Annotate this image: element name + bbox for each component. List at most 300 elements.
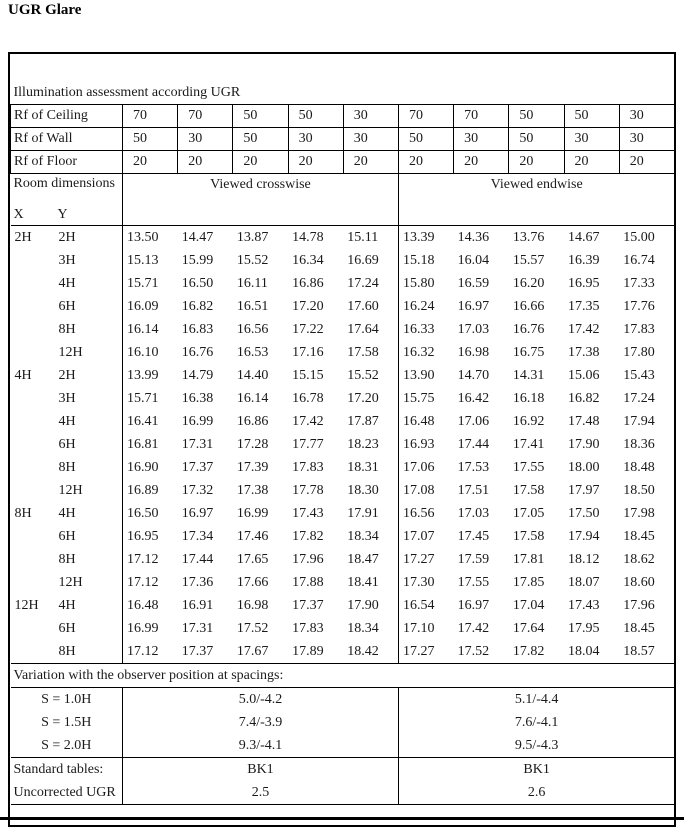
ugr-crosswise-cell: 16.99 [181, 413, 214, 429]
ugr-crosswise-cell: 18.42 [343, 640, 398, 664]
ugr-crosswise-cell: 16.41 [127, 413, 159, 429]
y-label: 8H [55, 318, 123, 341]
footer-crosswise-value: 2.5 [123, 781, 399, 805]
ugr-crosswise-cell: 16.89 [127, 482, 159, 498]
ugr-endwise-cell: 16.18 [512, 390, 545, 406]
ugr-endwise-cell: 16.04 [457, 252, 490, 268]
ugr-crosswise-cell: 16.91 [181, 597, 214, 613]
ugr-endwise-cell: 16.32 [402, 344, 435, 360]
variation-row [11, 711, 675, 734]
ugr-endwise-cell: 17.52 [457, 643, 490, 659]
ugr-crosswise-cell: 17.83 [292, 620, 324, 636]
rf-value-cell: 30 [178, 128, 233, 151]
ugr-endwise-cell: 15.06 [568, 367, 600, 383]
ugr-endwise-cell: 17.30 [402, 574, 435, 590]
variation-header-row [11, 664, 675, 688]
table-header: Illumination assessment according UGR [11, 54, 675, 105]
rf-value-cell: 50 [509, 128, 564, 151]
ugr-crosswise-cell: 17.28 [236, 436, 269, 452]
data-row [11, 502, 675, 525]
ugr-crosswise-cell: 17.31 [181, 620, 214, 636]
x-label [11, 456, 55, 479]
ugr-endwise-cell: 17.27 [402, 643, 435, 659]
ugr-crosswise-cell: 16.53 [236, 344, 269, 360]
ugr-crosswise-cell: 18.30 [343, 479, 398, 502]
rf-value-cell: 20 [343, 151, 398, 174]
ugr-endwise-cell: 17.03 [457, 505, 490, 521]
ugr-crosswise-cell: 17.24 [343, 272, 398, 295]
data-row [11, 387, 675, 410]
ugr-crosswise-cell: 17.67 [236, 643, 269, 659]
ugr-crosswise-cell: 17.89 [292, 643, 324, 659]
x-label [11, 479, 55, 502]
y-label: 2H [55, 226, 123, 250]
ugr-endwise-cell: 17.24 [623, 390, 655, 406]
footer-crosswise-value: BK1 [123, 758, 399, 782]
ugr-endwise-cell: 16.48 [402, 413, 435, 429]
ugr-endwise-cell: 17.08 [402, 482, 435, 498]
y-label: 8H [55, 456, 123, 479]
spacing-label: S = 2.0H [11, 734, 123, 758]
ugr-crosswise-cell: 13.87 [236, 229, 269, 245]
y-label: 2H [55, 364, 123, 387]
rf-value-cell: 50 [564, 105, 619, 128]
ugr-endwise-cell: 17.90 [568, 436, 600, 452]
ugr-crosswise-cell: 16.50 [181, 275, 214, 291]
x-label [11, 341, 55, 364]
ugr-endwise-cell: 17.95 [568, 620, 600, 636]
ugr-endwise-cell: 17.55 [512, 459, 545, 475]
data-row [11, 456, 675, 479]
ugr-crosswise-cell: 17.37 [181, 459, 214, 475]
spacing-label: S = 1.5H [11, 711, 123, 734]
x-label [11, 387, 55, 410]
dims-header-row [11, 174, 675, 226]
ugr-endwise-cell: 18.12 [568, 551, 600, 567]
ugr-endwise-cell: 17.48 [568, 413, 600, 429]
y-label: 6H [55, 617, 123, 640]
y-label: 12H [55, 571, 123, 594]
ugr-crosswise-cell: 16.50 [127, 505, 159, 521]
ugr-endwise-cell: 17.94 [568, 528, 600, 544]
ugr-endwise-cell: 17.85 [512, 574, 545, 590]
rf-value-cell: 50 [509, 105, 564, 128]
ugr-endwise-cell: 18.48 [623, 459, 655, 475]
rf-row [11, 105, 675, 128]
ugr-endwise-cell: 13.90 [402, 367, 435, 383]
footer-rows [11, 758, 675, 805]
ugr-endwise-cell: 16.39 [568, 252, 600, 268]
rf-value-cell: 20 [398, 151, 453, 174]
ugr-crosswise-cell: 17.37 [292, 597, 324, 613]
ugr-crosswise-cell: 17.52 [236, 620, 269, 636]
data-row [11, 364, 675, 387]
ugr-crosswise-cell: 17.39 [236, 459, 269, 475]
rf-value-cell: 20 [509, 151, 564, 174]
x-label [11, 617, 55, 640]
variation-header: Variation with the observer position at spacings: [11, 664, 675, 688]
y-label: 12H [55, 479, 123, 502]
x-label: 8H [14, 505, 32, 521]
rf-rows [11, 105, 675, 174]
ugr-crosswise-cell: 13.99 [127, 367, 159, 383]
ugr-endwise-cell: 17.05 [512, 505, 545, 521]
ugr-crosswise-cell: 16.48 [127, 597, 159, 613]
ugr-crosswise-cell: 17.78 [292, 482, 324, 498]
ugr-endwise-cell: 17.82 [512, 643, 545, 659]
ugr-crosswise-cell: 15.99 [181, 252, 214, 268]
ugr-endwise-cell: 15.00 [623, 229, 655, 245]
ugr-crosswise-cell: 17.88 [292, 574, 324, 590]
x-label: 4H [14, 367, 32, 383]
ugr-crosswise-cell: 17.37 [181, 643, 214, 659]
ugr-crosswise-cell: 17.90 [343, 594, 398, 617]
data-row [11, 295, 675, 318]
footer-label: Standard tables: [11, 758, 123, 782]
ugr-endwise-cell: 17.45 [457, 528, 490, 544]
rf-value-cell: 20 [123, 151, 178, 174]
data-row [11, 318, 675, 341]
ugr-crosswise-cell: 17.32 [181, 482, 214, 498]
ugr-crosswise-cell: 14.79 [181, 367, 214, 383]
ugr-endwise-cell: 17.07 [402, 528, 435, 544]
data-row [11, 272, 675, 295]
rf-label: Rf of Floor [11, 151, 123, 174]
y-label: 3H [55, 249, 123, 272]
ugr-endwise-cell: 18.60 [623, 574, 655, 590]
ugr-crosswise-cell: 18.34 [343, 617, 398, 640]
ugr-endwise-cell: 16.97 [457, 597, 490, 613]
ugr-endwise-cell: 16.98 [457, 344, 490, 360]
ugr-endwise-cell: 14.70 [457, 367, 490, 383]
ugr-crosswise-cell: 17.20 [343, 387, 398, 410]
ugr-endwise-cell: 17.06 [402, 459, 435, 475]
ugr-crosswise-cell: 17.60 [343, 295, 398, 318]
ugr-endwise-cell: 16.59 [457, 275, 490, 291]
ugr-crosswise-cell: 16.76 [181, 344, 214, 360]
ugr-crosswise-cell: 17.31 [181, 436, 214, 452]
ugr-crosswise-cell: 18.34 [343, 525, 398, 548]
rf-value-cell: 20 [288, 151, 343, 174]
ugr-crosswise-cell: 17.44 [181, 551, 214, 567]
ugr-crosswise-cell: 16.86 [236, 413, 269, 429]
rf-value-cell: 30 [564, 128, 619, 151]
rf-value-cell: 50 [123, 128, 178, 151]
ugr-endwise-cell: 16.42 [457, 390, 490, 406]
ugr-endwise-cell: 17.97 [568, 482, 600, 498]
ugr-crosswise-cell: 15.71 [127, 275, 159, 291]
ugr-crosswise-cell: 16.14 [236, 390, 269, 406]
ugr-endwise-cell: 17.03 [457, 321, 490, 337]
rf-value-cell: 50 [288, 105, 343, 128]
ugr-crosswise-cell: 17.43 [292, 505, 324, 521]
ugr-endwise-cell: 16.93 [402, 436, 435, 452]
ugr-endwise-cell: 16.82 [568, 390, 600, 406]
table-header-row [11, 54, 675, 105]
data-row [11, 525, 675, 548]
variation-crosswise-value: 5.0/-4.2 [123, 688, 399, 712]
x-label [11, 571, 55, 594]
ugr-endwise-cell: 17.58 [512, 528, 545, 544]
ugr-endwise-cell: 16.97 [457, 298, 490, 314]
footer-label: Uncorrected UGR [11, 781, 123, 805]
y-column-label: Y [57, 206, 68, 222]
ugr-crosswise-cell: 18.31 [343, 456, 398, 479]
ugr-endwise-cell: 16.20 [512, 275, 545, 291]
ugr-crosswise-cell: 18.47 [343, 548, 398, 571]
ugr-crosswise-cell: 17.91 [343, 502, 398, 525]
rf-value-cell: 50 [233, 105, 288, 128]
y-label: 4H [55, 594, 123, 617]
x-label [11, 295, 55, 318]
footer-row [11, 758, 675, 782]
ugr-crosswise-cell: 16.09 [127, 298, 159, 314]
ugr-endwise-cell: 17.98 [623, 505, 655, 521]
ugr-endwise-cell: 17.83 [623, 321, 655, 337]
ugr-endwise-cell: 18.00 [568, 459, 600, 475]
variation-endwise-value: 7.6/-4.1 [514, 714, 559, 730]
rf-label: Rf of Ceiling [11, 105, 123, 128]
ugr-table [10, 54, 675, 825]
data-row [11, 594, 675, 617]
ugr-crosswise-cell: 17.12 [127, 643, 159, 659]
rf-value-cell: 70 [454, 105, 509, 128]
ugr-endwise-cell: 17.58 [512, 482, 545, 498]
x-column-label: X [13, 206, 24, 222]
ugr-endwise-cell: 17.42 [568, 321, 600, 337]
page-divider-rule [0, 817, 684, 820]
ugr-endwise-cell: 17.35 [568, 298, 600, 314]
ugr-endwise-cell: 17.51 [457, 482, 490, 498]
ugr-endwise-cell: 17.50 [568, 505, 600, 521]
ugr-endwise-cell: 14.31 [512, 367, 545, 383]
rf-value-cell: 20 [454, 151, 509, 174]
y-label: 6H [55, 433, 123, 456]
ugr-crosswise-cell: 15.15 [292, 367, 324, 383]
rf-value-cell: 20 [233, 151, 288, 174]
ugr-endwise-cell: 18.45 [623, 620, 655, 636]
ugr-endwise-cell: 18.50 [623, 482, 655, 498]
rf-value-cell: 30 [454, 128, 509, 151]
rf-value-cell: 50 [233, 128, 288, 151]
variation-endwise-value: 5.1/-4.4 [514, 691, 559, 707]
rf-label: Rf of Wall [11, 128, 123, 151]
data-row [11, 433, 675, 456]
ugr-crosswise-cell: 14.78 [292, 229, 324, 245]
ugr-crosswise-cell: 16.14 [127, 321, 159, 337]
ugr-crosswise-cell: 16.82 [181, 298, 214, 314]
ugr-crosswise-cell: 13.50 [127, 229, 159, 245]
x-label [11, 318, 55, 341]
ugr-endwise-cell: 15.18 [402, 252, 435, 268]
ugr-crosswise-cell: 17.83 [292, 459, 324, 475]
spacing-label: S = 1.0H [11, 688, 123, 712]
ugr-endwise-cell: 17.55 [457, 574, 490, 590]
ugr-crosswise-cell: 17.96 [292, 551, 324, 567]
data-row [11, 341, 675, 364]
ugr-endwise-cell: 17.33 [623, 275, 655, 291]
ugr-endwise-cell: 16.33 [402, 321, 435, 337]
y-label: 4H [55, 502, 123, 525]
ugr-crosswise-cell: 17.36 [181, 574, 214, 590]
data-row [11, 640, 675, 664]
ugr-crosswise-cell: 17.34 [181, 528, 214, 544]
ugr-endwise-cell: 17.53 [457, 459, 490, 475]
ugr-endwise-cell: 17.94 [623, 413, 655, 429]
variation-row [11, 734, 675, 758]
ugr-endwise-cell: 17.76 [623, 298, 655, 314]
x-label [11, 640, 55, 664]
variation-crosswise-value: 9.3/-4.1 [123, 734, 399, 758]
ugr-endwise-cell: 17.81 [512, 551, 545, 567]
ugr-endwise-cell: 17.43 [568, 597, 600, 613]
ugr-crosswise-cell: 17.64 [343, 318, 398, 341]
data-row [11, 617, 675, 640]
crosswise-header: Viewed crosswise [123, 174, 399, 226]
ugr-endwise-cell: 13.76 [512, 229, 545, 245]
ugr-crosswise-cell: 15.52 [343, 364, 398, 387]
variation-crosswise-value: 7.4/-3.9 [123, 711, 399, 734]
ugr-crosswise-cell: 16.38 [181, 390, 214, 406]
ugr-endwise-cell: 16.74 [623, 252, 655, 268]
x-label: 2H [14, 229, 32, 245]
ugr-endwise-cell: 17.41 [512, 436, 545, 452]
ugr-crosswise-cell: 17.38 [236, 482, 269, 498]
y-label: 12H [55, 341, 123, 364]
ugr-crosswise-cell: 16.86 [292, 275, 324, 291]
y-label: 4H [55, 410, 123, 433]
ugr-crosswise-cell: 16.11 [236, 275, 268, 291]
y-label: 8H [55, 548, 123, 571]
ugr-endwise-cell: 17.38 [568, 344, 600, 360]
ugr-crosswise-cell: 16.56 [236, 321, 269, 337]
ugr-crosswise-cell: 17.82 [292, 528, 324, 544]
rf-value-cell: 30 [619, 105, 674, 128]
ugr-endwise-cell: 17.64 [512, 620, 545, 636]
ugr-crosswise-cell: 17.65 [236, 551, 269, 567]
x-label [11, 525, 55, 548]
ugr-crosswise-cell: 17.12 [127, 574, 159, 590]
ugr-report-frame [8, 52, 676, 827]
rf-value-cell: 30 [619, 128, 674, 151]
ugr-crosswise-cell: 16.10 [127, 344, 159, 360]
ugr-endwise-cell: 15.75 [402, 390, 435, 406]
ugr-crosswise-cell: 16.99 [127, 620, 159, 636]
ugr-crosswise-cell: 17.66 [236, 574, 269, 590]
footer-endwise-value: 2.6 [527, 784, 546, 800]
ugr-endwise-cell: 17.44 [457, 436, 490, 452]
ugr-endwise-cell: 15.80 [402, 275, 435, 291]
ugr-endwise-cell: 15.57 [512, 252, 545, 268]
variation-endwise-value: 9.5/-4.3 [514, 737, 559, 753]
ugr-endwise-cell: 13.39 [402, 229, 435, 245]
ugr-endwise-cell: 18.36 [623, 436, 655, 452]
ugr-crosswise-cell: 17.20 [292, 298, 324, 314]
rf-value-cell: 20 [619, 151, 674, 174]
ugr-endwise-cell: 16.75 [512, 344, 545, 360]
ugr-crosswise-cell: 16.99 [236, 505, 269, 521]
variation-row [11, 688, 675, 712]
ugr-endwise-cell: 17.59 [457, 551, 490, 567]
y-label: 6H [55, 525, 123, 548]
x-label [11, 249, 55, 272]
rf-value-cell: 70 [178, 105, 233, 128]
endwise-header: Viewed endwise [398, 174, 674, 226]
ugr-endwise-cell: 17.96 [623, 597, 655, 613]
rf-value-cell: 20 [178, 151, 233, 174]
data-row [11, 410, 675, 433]
variation-rows [11, 688, 675, 758]
x-label [11, 548, 55, 571]
rf-value-cell: 30 [343, 105, 398, 128]
ugr-endwise-cell: 16.66 [512, 298, 545, 314]
ugr-crosswise-cell: 15.71 [127, 390, 159, 406]
y-label: 6H [55, 295, 123, 318]
ugr-crosswise-cell: 17.16 [292, 344, 324, 360]
ugr-crosswise-cell: 16.83 [181, 321, 214, 337]
ugr-endwise-cell: 18.04 [568, 643, 600, 659]
data-rows [11, 226, 675, 664]
data-row [11, 571, 675, 594]
x-label [11, 410, 55, 433]
ugr-crosswise-cell: 16.90 [127, 459, 159, 475]
ugr-crosswise-cell: 15.52 [236, 252, 269, 268]
ugr-endwise-cell: 17.27 [402, 551, 435, 567]
ugr-endwise-cell: 16.95 [568, 275, 600, 291]
ugr-crosswise-cell: 16.51 [236, 298, 269, 314]
ugr-crosswise-cell: 17.77 [292, 436, 324, 452]
data-row [11, 548, 675, 571]
ugr-crosswise-cell: 16.98 [236, 597, 269, 613]
ugr-endwise-cell: 17.06 [457, 413, 490, 429]
ugr-endwise-cell: 16.92 [512, 413, 545, 429]
ugr-crosswise-cell: 15.13 [127, 252, 159, 268]
footer-row [11, 781, 675, 805]
ugr-crosswise-cell: 16.34 [292, 252, 324, 268]
ugr-crosswise-cell: 16.78 [292, 390, 324, 406]
ugr-endwise-cell: 16.76 [512, 321, 545, 337]
y-label: 8H [55, 640, 123, 664]
rf-value-cell: 30 [343, 128, 398, 151]
x-label: 12H [14, 597, 39, 613]
footer-endwise-value: BK1 [398, 758, 674, 782]
ugr-endwise-cell: 17.42 [457, 620, 490, 636]
ugr-crosswise-cell: 16.69 [343, 249, 398, 272]
room-dimensions-label: Room dimensions [13, 176, 116, 191]
ugr-crosswise-cell: 17.87 [343, 410, 398, 433]
rf-value-cell: 70 [398, 105, 453, 128]
rf-row [11, 128, 675, 151]
ugr-endwise-cell: 17.04 [512, 597, 545, 613]
data-row [11, 249, 675, 272]
ugr-endwise-cell: 17.80 [623, 344, 655, 360]
rf-value-cell: 30 [288, 128, 343, 151]
ugr-endwise-cell: 16.56 [402, 505, 435, 521]
ugr-endwise-cell: 18.62 [623, 551, 655, 567]
rf-value-cell: 50 [398, 128, 453, 151]
data-row [11, 226, 675, 250]
ugr-crosswise-cell: 16.81 [127, 436, 159, 452]
ugr-endwise-cell: 18.57 [623, 643, 655, 659]
ugr-crosswise-cell: 16.95 [127, 528, 159, 544]
ugr-endwise-cell: 14.36 [457, 229, 490, 245]
ugr-crosswise-cell: 18.23 [343, 433, 398, 456]
ugr-crosswise-cell: 17.22 [292, 321, 324, 337]
y-label: 4H [55, 272, 123, 295]
ugr-endwise-cell: 17.10 [402, 620, 435, 636]
ugr-endwise-cell: 15.43 [623, 367, 655, 383]
ugr-crosswise-cell: 17.46 [236, 528, 269, 544]
